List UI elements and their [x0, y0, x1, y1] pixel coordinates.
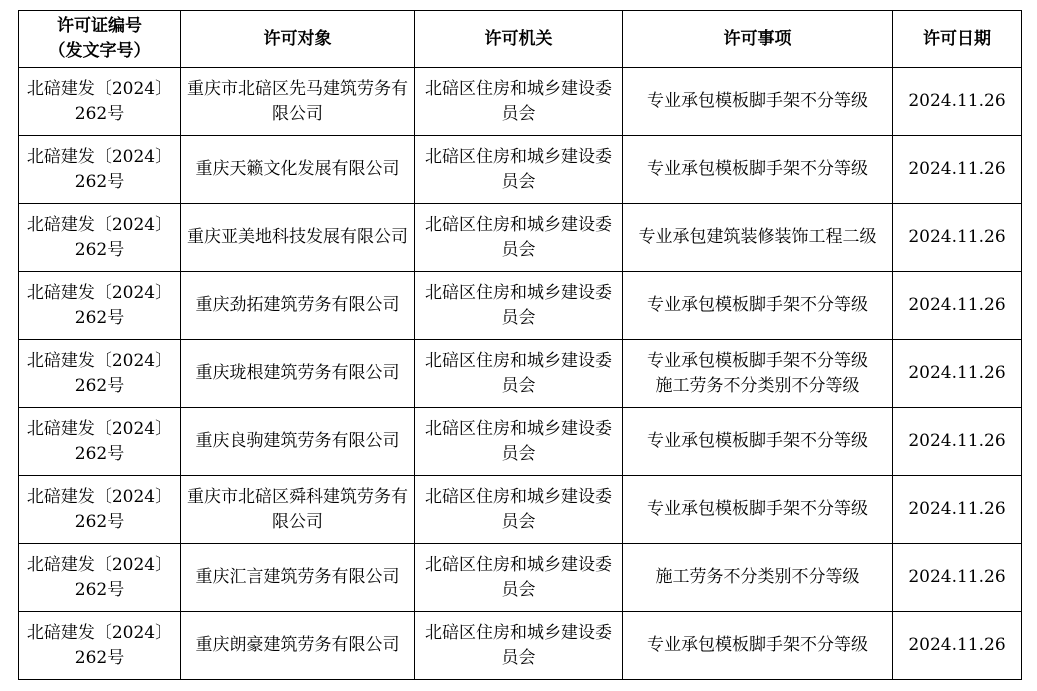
permit-number-cell: 北碚建发〔2024〕262号: [19, 136, 181, 204]
permit-object-cell: 重庆亚美地科技发展有限公司: [181, 204, 415, 272]
permit-object-cell: 重庆市北碚区舜科建筑劳务有限公司: [181, 476, 415, 544]
permit-table: [18, 10, 1022, 680]
permit-authority-cell: 北碚区住房和城乡建设委员会: [415, 272, 623, 340]
permit-number-cell: 北碚建发〔2024〕262号: [19, 204, 181, 272]
permit-date-cell: 2024.11.26: [893, 272, 1022, 340]
permit-matter-line: 专业承包建筑装修装饰工程二级: [638, 227, 877, 247]
permit-number-cell: 北碚建发〔2024〕262号: [19, 340, 181, 408]
header-permit-number: [19, 11, 181, 68]
header-permit-date: 许可日期: [893, 11, 1022, 68]
header-permit-authority: 许可机关: [415, 11, 623, 68]
permit-number-cell: 北碚建发〔2024〕262号: [19, 476, 181, 544]
permit-authority-cell: 北碚区住房和城乡建设委员会: [415, 544, 623, 612]
permit-matter-cell: [623, 544, 893, 612]
table-row: [19, 544, 1022, 612]
permit-matter-line: 专业承包模板脚手架不分等级: [647, 159, 868, 179]
permit-matter-line: 专业承包模板脚手架不分等级: [647, 499, 868, 519]
permit-matter-line: 施工劳务不分类别不分等级: [655, 375, 860, 396]
permit-authority-cell: 北碚区住房和城乡建设委员会: [415, 612, 623, 680]
permit-authority-cell: 北碚区住房和城乡建设委员会: [415, 408, 623, 476]
permit-matter-cell: [623, 340, 893, 408]
permit-matter-line: 专业承包模板脚手架不分等级: [647, 295, 868, 315]
permit-matter-line: 专业承包模板脚手架不分等级: [647, 431, 868, 451]
permit-number-cell: 北碚建发〔2024〕262号: [19, 612, 181, 680]
permit-table-body: [19, 68, 1022, 680]
permit-authority-cell: 北碚区住房和城乡建设委员会: [415, 68, 623, 136]
permit-matter-cell: [623, 204, 893, 272]
table-row: [19, 272, 1022, 340]
permit-matter-cell: [623, 136, 893, 204]
header-row: [19, 11, 1022, 68]
permit-date-cell: 2024.11.26: [893, 204, 1022, 272]
permit-authority-cell: 北碚区住房和城乡建设委员会: [415, 136, 623, 204]
permit-matter-line: 专业承包模板脚手架不分等级: [647, 635, 868, 655]
permit-number-cell: 北碚建发〔2024〕262号: [19, 408, 181, 476]
permit-matter-line: 专业承包模板脚手架不分等级: [647, 350, 868, 371]
header-permit-number-line2: （发文字号）: [48, 41, 151, 61]
permit-number-cell: 北碚建发〔2024〕262号: [19, 68, 181, 136]
permit-date-cell: 2024.11.26: [893, 340, 1022, 408]
permit-object-cell: 重庆朗豪建筑劳务有限公司: [181, 612, 415, 680]
permit-object-cell: 重庆市北碚区先马建筑劳务有限公司: [181, 68, 415, 136]
permit-date-cell: 2024.11.26: [893, 612, 1022, 680]
permit-matter-cell: [623, 272, 893, 340]
header-permit-number-line1: 许可证编号: [57, 16, 142, 36]
table-row: [19, 476, 1022, 544]
table-row: [19, 408, 1022, 476]
permit-matter-cell: [623, 476, 893, 544]
permit-number-cell: 北碚建发〔2024〕262号: [19, 544, 181, 612]
permit-object-cell: 重庆天籁文化发展有限公司: [181, 136, 415, 204]
permit-matter-cell: [623, 408, 893, 476]
permit-object-cell: 重庆珑根建筑劳务有限公司: [181, 340, 415, 408]
permit-matter-cell: [623, 612, 893, 680]
permit-date-cell: 2024.11.26: [893, 68, 1022, 136]
permit-matter-line: 施工劳务不分类别不分等级: [655, 567, 860, 587]
permit-date-cell: 2024.11.26: [893, 136, 1022, 204]
table-row: [19, 136, 1022, 204]
permit-authority-cell: 北碚区住房和城乡建设委员会: [415, 476, 623, 544]
table-row: [19, 340, 1022, 408]
header-permit-matter: 许可事项: [623, 11, 893, 68]
header-permit-object: 许可对象: [181, 11, 415, 68]
table-row: [19, 68, 1022, 136]
permit-authority-cell: 北碚区住房和城乡建设委员会: [415, 204, 623, 272]
permit-date-cell: 2024.11.26: [893, 408, 1022, 476]
table-row: [19, 204, 1022, 272]
table-row: [19, 612, 1022, 680]
permit-matter-line: 专业承包模板脚手架不分等级: [647, 91, 868, 111]
permit-number-cell: 北碚建发〔2024〕262号: [19, 272, 181, 340]
permit-object-cell: 重庆汇言建筑劳务有限公司: [181, 544, 415, 612]
permit-authority-cell: 北碚区住房和城乡建设委员会: [415, 340, 623, 408]
permit-matter-cell: [623, 68, 893, 136]
permit-table-header: [19, 11, 1022, 68]
permit-object-cell: 重庆劲拓建筑劳务有限公司: [181, 272, 415, 340]
permit-object-cell: 重庆良驹建筑劳务有限公司: [181, 408, 415, 476]
permit-date-cell: 2024.11.26: [893, 476, 1022, 544]
permit-date-cell: 2024.11.26: [893, 544, 1022, 612]
